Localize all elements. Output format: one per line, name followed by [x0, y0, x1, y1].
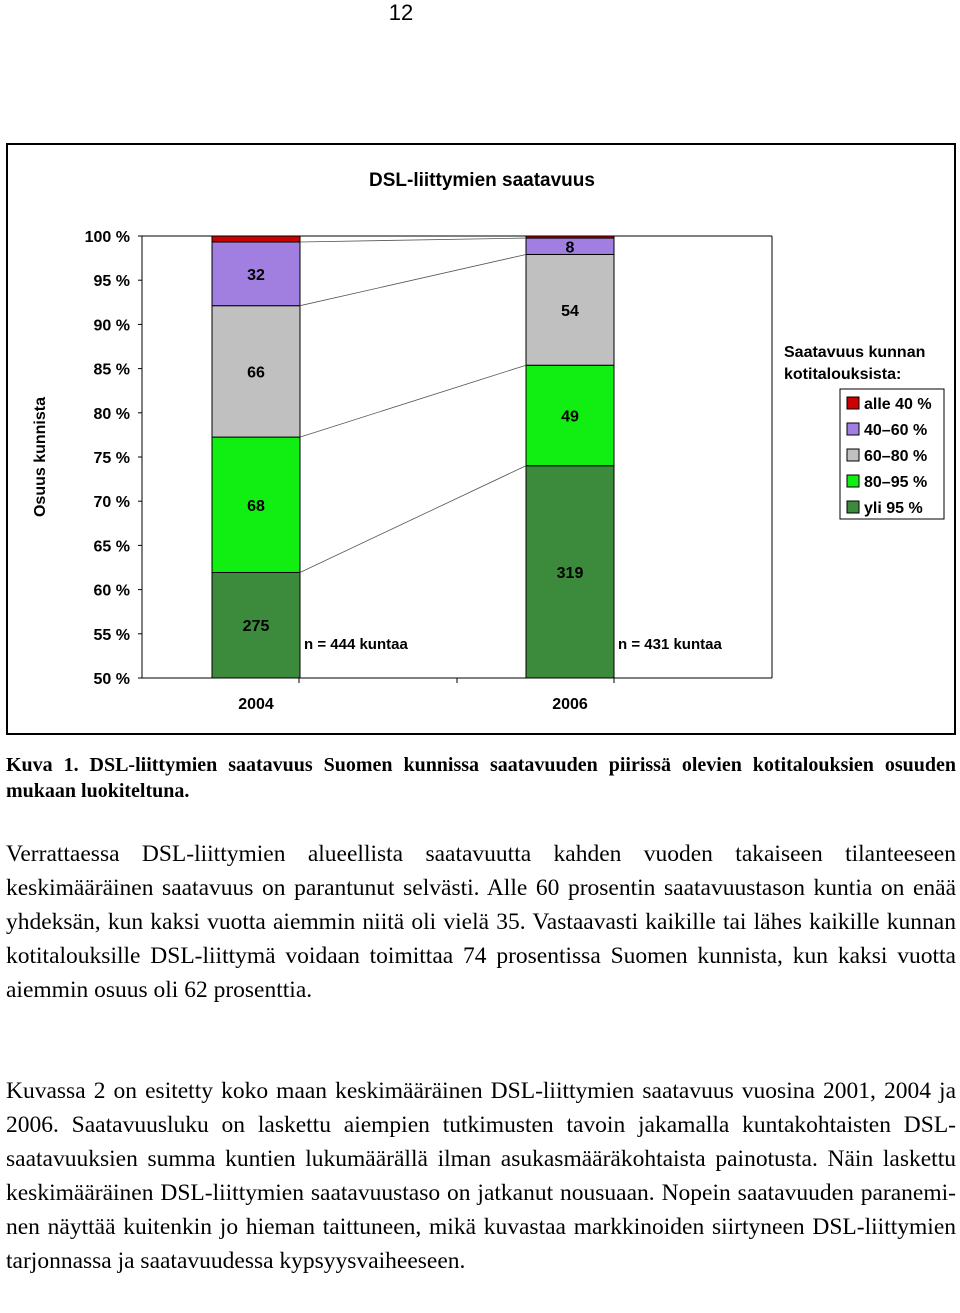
legend-title-line-2: kotitalouksista: [784, 366, 902, 383]
series-connector-line [300, 466, 526, 573]
y-tick-label: 70 % [93, 494, 130, 512]
legend-swatch [847, 449, 859, 461]
body-paragraph-2: Kuvassa 2 on esitetty koko maan keskimääräinen DSL-liittymien saatavuus vuosina 2001, 2004 ja 2006. Saatavuusluku on laskettu aiempien tutkimusten tavoin jakamalla kuntakohtaisten DSL-saatavuuksien summa kuntien lukumäärällä ilman asukasmääräkohtaista painotusta. Näin laskettu keskimääräinen DSL-liittymien saatavuustaso on jatkanut nousuaan. Nopein saatavuuden paraneminen näyttää kuitenkin jo hieman taittuneen, mikä kuvastaa markkinoiden siirtyneen DSL-liittymien tarjonnassa ja saatavuudessa kypsyysvaiheeseen. [6, 1078, 956, 1274]
legend-entry: 80–95 % [864, 474, 928, 491]
y-tick-label: 75 % [93, 450, 130, 467]
data-label: 319 [556, 564, 584, 582]
legend-swatch [847, 397, 859, 409]
body-paragraph-1: Verrattaessa DSL-liittymien alueellista saatavuutta kahden vuoden takaiseen tilanteeseen keskimääräinen saatavuus on parantunut selvästi. Alle 60 prosentin saatavuustason kuntia on enää yhdeksän, kun kaksi vuotta aiemmin niitä oli vielä 35. Vastaavasti kaikille tai lähes kaikille kunnan kotitalouksille DSL-liittymä voidaan toimittaa 74 prosentissa Suomen kunnista, kun kaksi vuotta aiemmin osuus oli 62 prosenttia. [6, 841, 956, 1003]
series-connector-line [300, 254, 526, 305]
y-tick-label: 85 % [93, 361, 130, 379]
y-tick-label: 50 % [93, 671, 130, 688]
y-tick-label: 65 % [93, 538, 130, 556]
data-label: 49 [561, 408, 579, 426]
y-axis-label: Osuus kunnista [32, 396, 49, 518]
y-tick-label: 100 % [84, 229, 130, 246]
figure-caption: Kuva 1. DSL-liittymien saatavuus Suomen kunnissa saatavuuden piirissä olevien kotitalouksien osuuden mukaan luokiteltuna. [6, 754, 956, 802]
y-tick-label: 60 % [93, 582, 130, 600]
data-label: 275 [242, 618, 270, 636]
bar-segment [212, 236, 300, 242]
legend-entry: 60–80 % [864, 448, 928, 465]
legend-swatch [847, 475, 859, 487]
bar-segment [526, 236, 614, 238]
y-tick-label: 80 % [93, 405, 130, 423]
data-label: 66 [247, 364, 265, 382]
legend-entry: yli 95 % [864, 500, 923, 517]
y-tick-label: 90 % [93, 317, 130, 335]
legend-title-line-1: Saatavuus kunnan [784, 344, 926, 361]
legend-swatch [847, 501, 859, 513]
legend-entry: alle 40 % [864, 396, 932, 413]
stacked-bar-chart [8, 145, 954, 733]
x-tick-label: 2006 [552, 696, 588, 713]
chart-frame [6, 143, 956, 735]
chart-title: DSL-liittymien saatavuus [369, 170, 595, 191]
page-number: 12 [388, 0, 414, 25]
x-tick-label: 2004 [238, 696, 274, 713]
legend-entry: 40–60 % [864, 422, 928, 439]
data-label: 54 [561, 302, 579, 320]
data-label: 68 [247, 497, 265, 515]
data-label: 32 [247, 266, 265, 284]
sample-size-label: n = 444 kuntaa [304, 636, 408, 653]
series-connector-line [300, 365, 526, 437]
sample-size-label: n = 431 kuntaa [618, 636, 722, 653]
legend-swatch [847, 423, 859, 435]
y-tick-label: 95 % [93, 273, 130, 291]
data-label: 8 [565, 239, 575, 257]
y-tick-label: 55 % [93, 626, 130, 644]
series-connector-line [300, 238, 526, 242]
